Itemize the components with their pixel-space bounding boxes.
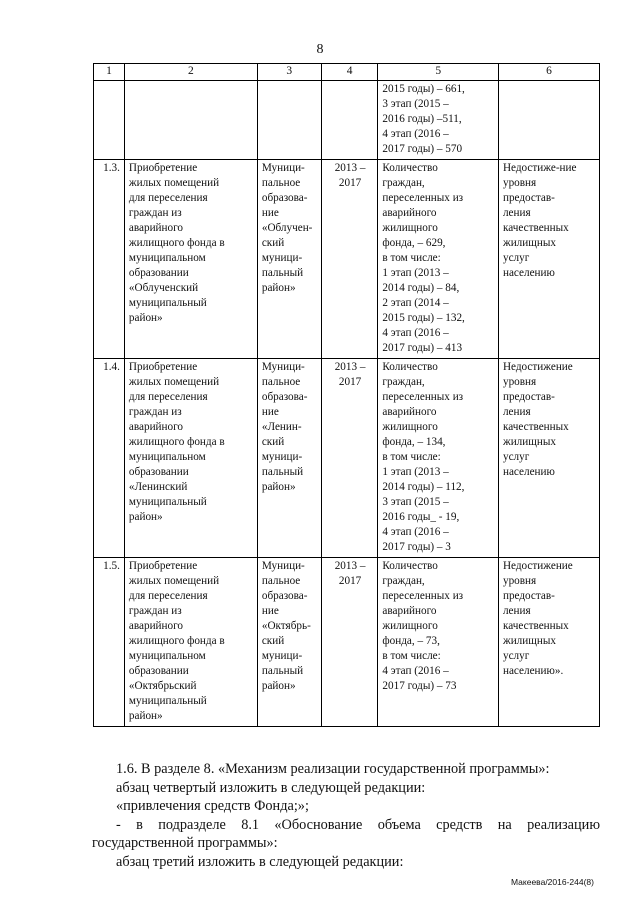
paragraph-fourth-abzac: абзац четвертый изложить в следующей редакции:	[116, 779, 426, 796]
result-cell: Количество граждан, переселенных из аварийного жилищного фонда, – 73, в том числе: 4 этап (2016 – 2017 годы) – 73	[378, 558, 499, 727]
row-number: 1.4.	[94, 359, 125, 558]
paragraph-subsection-8-1-cont: государственной программы»:	[92, 835, 278, 852]
result-cell: Количество граждан, переселенных из аварийного жилищного фонда, – 629, в том числе: 1 этап (2013 – 2014 годы) – 84, 2 этап (2014 – 2015 годы) – 132, 4 этап (2016 – 2017 годы) – 413	[378, 160, 499, 359]
executor-cell: Муници- пальное образова- ние «Ленин- ский муници- пальный район»	[257, 359, 321, 558]
header-cell: 1	[94, 64, 125, 81]
period-cell: 2013 – 2017	[321, 359, 378, 558]
row-number: 1.3.	[94, 160, 125, 359]
paragraph-fund-quote: «привлечения средств Фонда;»;	[116, 798, 309, 815]
consequence-cell	[498, 81, 599, 160]
row-number: 1.5.	[94, 558, 125, 727]
paragraph-third-abzac: абзац третий изложить в следующей редакции:	[116, 853, 404, 870]
header-cell: 6	[498, 64, 599, 81]
page-number: 8	[316, 42, 324, 57]
program-table	[93, 63, 600, 727]
consequence-cell: Недостижение уровня предостав- ления качественных жилищных услуг населению	[498, 359, 599, 558]
table-row	[94, 558, 600, 727]
activity-cell: Приобретение жилых помещений для переселения граждан из аварийного жилищного фонда в муниципальном образовании «Ленинский муниципальный район»	[124, 359, 257, 558]
paragraph-section-8: 1.6. В разделе 8. «Механизм реализации государственной программы»:	[116, 761, 550, 777]
header-cell: 2	[124, 64, 257, 81]
row-number	[94, 81, 125, 160]
paragraph-subsection-8-1: - в подразделе 8.1 «Обоснование объема средств на реализацию	[116, 816, 600, 833]
executor-cell	[257, 81, 321, 160]
period-cell: 2013 – 2017	[321, 160, 378, 359]
header-cell: 5	[378, 64, 499, 81]
executor-cell: Муници- пальное образова- ние «Облучен- ский муници- пальный район»	[257, 160, 321, 359]
executor-cell: Муници- пальное образова- ние «Октябрь- ский муници- пальный район»	[257, 558, 321, 727]
consequence-cell: Недостижение уровня предостав- ления качественных жилищных услуг населению».	[498, 558, 599, 727]
activity-cell	[124, 81, 257, 160]
amendment-text	[92, 760, 600, 872]
document-code: Макеева/2016-244(8)	[511, 877, 594, 887]
table-row	[94, 160, 600, 359]
table-header-row	[94, 64, 600, 81]
result-cell: 2015 годы) – 661, 3 этап (2015 – 2016 годы) –511, 4 этап (2016 – 2017 годы) – 570	[378, 81, 499, 160]
header-cell: 3	[257, 64, 321, 81]
header-cell: 4	[321, 64, 378, 81]
table-row	[94, 359, 600, 558]
table-row	[94, 81, 600, 160]
consequence-cell: Недостиже-ние уровня предостав- ления качественных жилищных услуг населению	[498, 160, 599, 359]
period-cell	[321, 81, 378, 160]
period-cell: 2013 – 2017	[321, 558, 378, 727]
activity-cell: Приобретение жилых помещений для переселения граждан из аварийного жилищного фонда в муниципальном образовании «Облученский муниципальный район»	[124, 160, 257, 359]
activity-cell: Приобретение жилых помещений для переселения граждан из аварийного жилищного фонда в муниципальном образовании «Октябрьский муниципальный район»	[124, 558, 257, 727]
result-cell: Количество граждан, переселенных из аварийного жилищного фонда, – 134, в том числе: 1 этап (2013 – 2014 годы) – 112, 3 этап (2015 – 2016 годы_ - 19, 4 этап (2016 – 2017 годы) – 3	[378, 359, 499, 558]
